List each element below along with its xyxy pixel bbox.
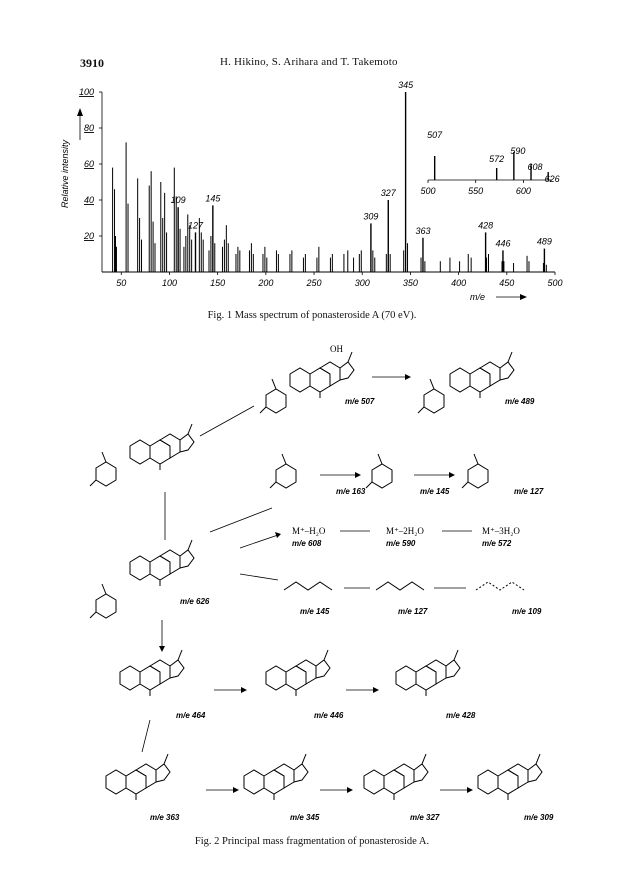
label-m626: m/e 626: [180, 597, 210, 606]
label-m327: m/e 327: [410, 813, 440, 822]
x-tick-label-200: 200: [258, 278, 274, 288]
inset-peak-label-590: 590: [510, 146, 526, 156]
structure-parent-ion: [90, 540, 194, 618]
label-m507: m/e 507: [345, 397, 375, 406]
inset-x-tick-label-550: 550: [468, 186, 484, 196]
label-m464: m/e 464: [176, 711, 206, 720]
figure2-caption: Fig. 2 Principal mass fragmentation of ponasteroside A.: [194, 836, 430, 847]
y-tick-label-20: 20: [83, 231, 94, 241]
inset-peak-label-626: 626: [544, 174, 560, 184]
running-header-authors: H. Hikino, S. Arihara and T. Takemoto: [220, 56, 398, 68]
label-m572: m/e 572: [482, 539, 512, 548]
label-m345: m/e 345: [290, 813, 320, 822]
y-tick-label-80: 80: [83, 123, 94, 133]
peak-label-446: 446: [495, 238, 511, 249]
peak-label-127: 127: [187, 220, 204, 231]
label-m163: m/e 163: [336, 487, 366, 496]
peak-label-489: 489: [536, 236, 552, 247]
label-m590: m/e 590: [386, 539, 416, 548]
peak-label-145: 145: [205, 193, 221, 204]
peak-label-309: 309: [363, 211, 379, 222]
x-tick-label-450: 450: [499, 278, 515, 288]
structure-m327: [364, 754, 428, 800]
structure-m163: [270, 454, 296, 488]
peak-label-327: 327: [380, 188, 396, 198]
x-axis-label: m/e: [470, 292, 486, 302]
svg-text:OH: OH: [330, 344, 343, 354]
x-tick-label-400: 400: [451, 278, 467, 288]
label-m608: m/e 608: [292, 539, 322, 548]
label-m145-sugar: m/e 145: [420, 487, 450, 496]
arrow-to-507: [200, 406, 254, 436]
x-tick-label-500: 500: [547, 278, 563, 288]
inset-peak-label-507: 507: [427, 130, 443, 140]
label-m309: m/e 309: [524, 813, 554, 822]
structure-m109-chain: [476, 582, 524, 590]
inset-x-tick-label-600: 600: [515, 186, 531, 196]
structure-m464: [120, 650, 184, 696]
peak-label-345: 345: [398, 80, 414, 90]
inset-peak-label-572: 572: [489, 154, 505, 164]
structure-m345: [244, 754, 308, 800]
structure-m127-sugar: [462, 454, 488, 488]
x-tick-label-350: 350: [402, 278, 418, 288]
x-tick-label-300: 300: [354, 278, 370, 288]
y-axis-label: Relative intensity: [60, 139, 70, 209]
ion-loss-1: M⁺–H₂O: [292, 526, 326, 536]
label-m363: m/e 363: [150, 813, 180, 822]
label-m127-chain: m/e 127: [398, 607, 428, 616]
y-tick-label-100: 100: [78, 87, 94, 97]
structure-m145-sugar: [366, 454, 392, 488]
ion-loss-2: M⁺–2H₂O: [386, 526, 424, 536]
label-m109: m/e 109: [512, 607, 542, 616]
page-number: 3910: [80, 56, 104, 70]
structure-m489: [418, 352, 514, 413]
y-tick-label-40: 40: [83, 195, 94, 205]
x-tick-label-150: 150: [210, 278, 226, 288]
structure-m428: [396, 650, 460, 696]
inset-x-tick-label-500: 500: [420, 186, 436, 196]
structure-m127-chain: [376, 582, 424, 590]
y-tick-label-60: 60: [83, 159, 94, 169]
peak-label-109: 109: [170, 195, 186, 206]
structure-parent-glycoside: [90, 424, 194, 486]
label-m428: m/e 428: [446, 711, 476, 720]
label-m145-chain: m/e 145: [300, 607, 330, 616]
peak-label-428: 428: [478, 220, 494, 231]
x-tick-label-50: 50: [116, 278, 127, 288]
structure-m145-chain: [284, 582, 332, 590]
structure-m309: [478, 754, 542, 800]
figure1-caption: Fig. 1 Mass spectrum of ponasteroside A (70 eV).: [207, 310, 417, 321]
label-m489: m/e 489: [505, 397, 535, 406]
structure-m507: [260, 344, 354, 413]
inset-peak-label-608: 608: [527, 162, 543, 172]
structure-m446: [266, 650, 330, 696]
ion-loss-3: M⁺–3H₂O: [482, 526, 520, 536]
label-m127-sugar: m/e 127: [514, 487, 544, 496]
x-tick-label-250: 250: [306, 278, 322, 288]
label-m446: m/e 446: [314, 711, 344, 720]
peak-label-363: 363: [415, 225, 431, 236]
structure-m363: [106, 754, 170, 800]
x-tick-label-100: 100: [161, 278, 177, 288]
